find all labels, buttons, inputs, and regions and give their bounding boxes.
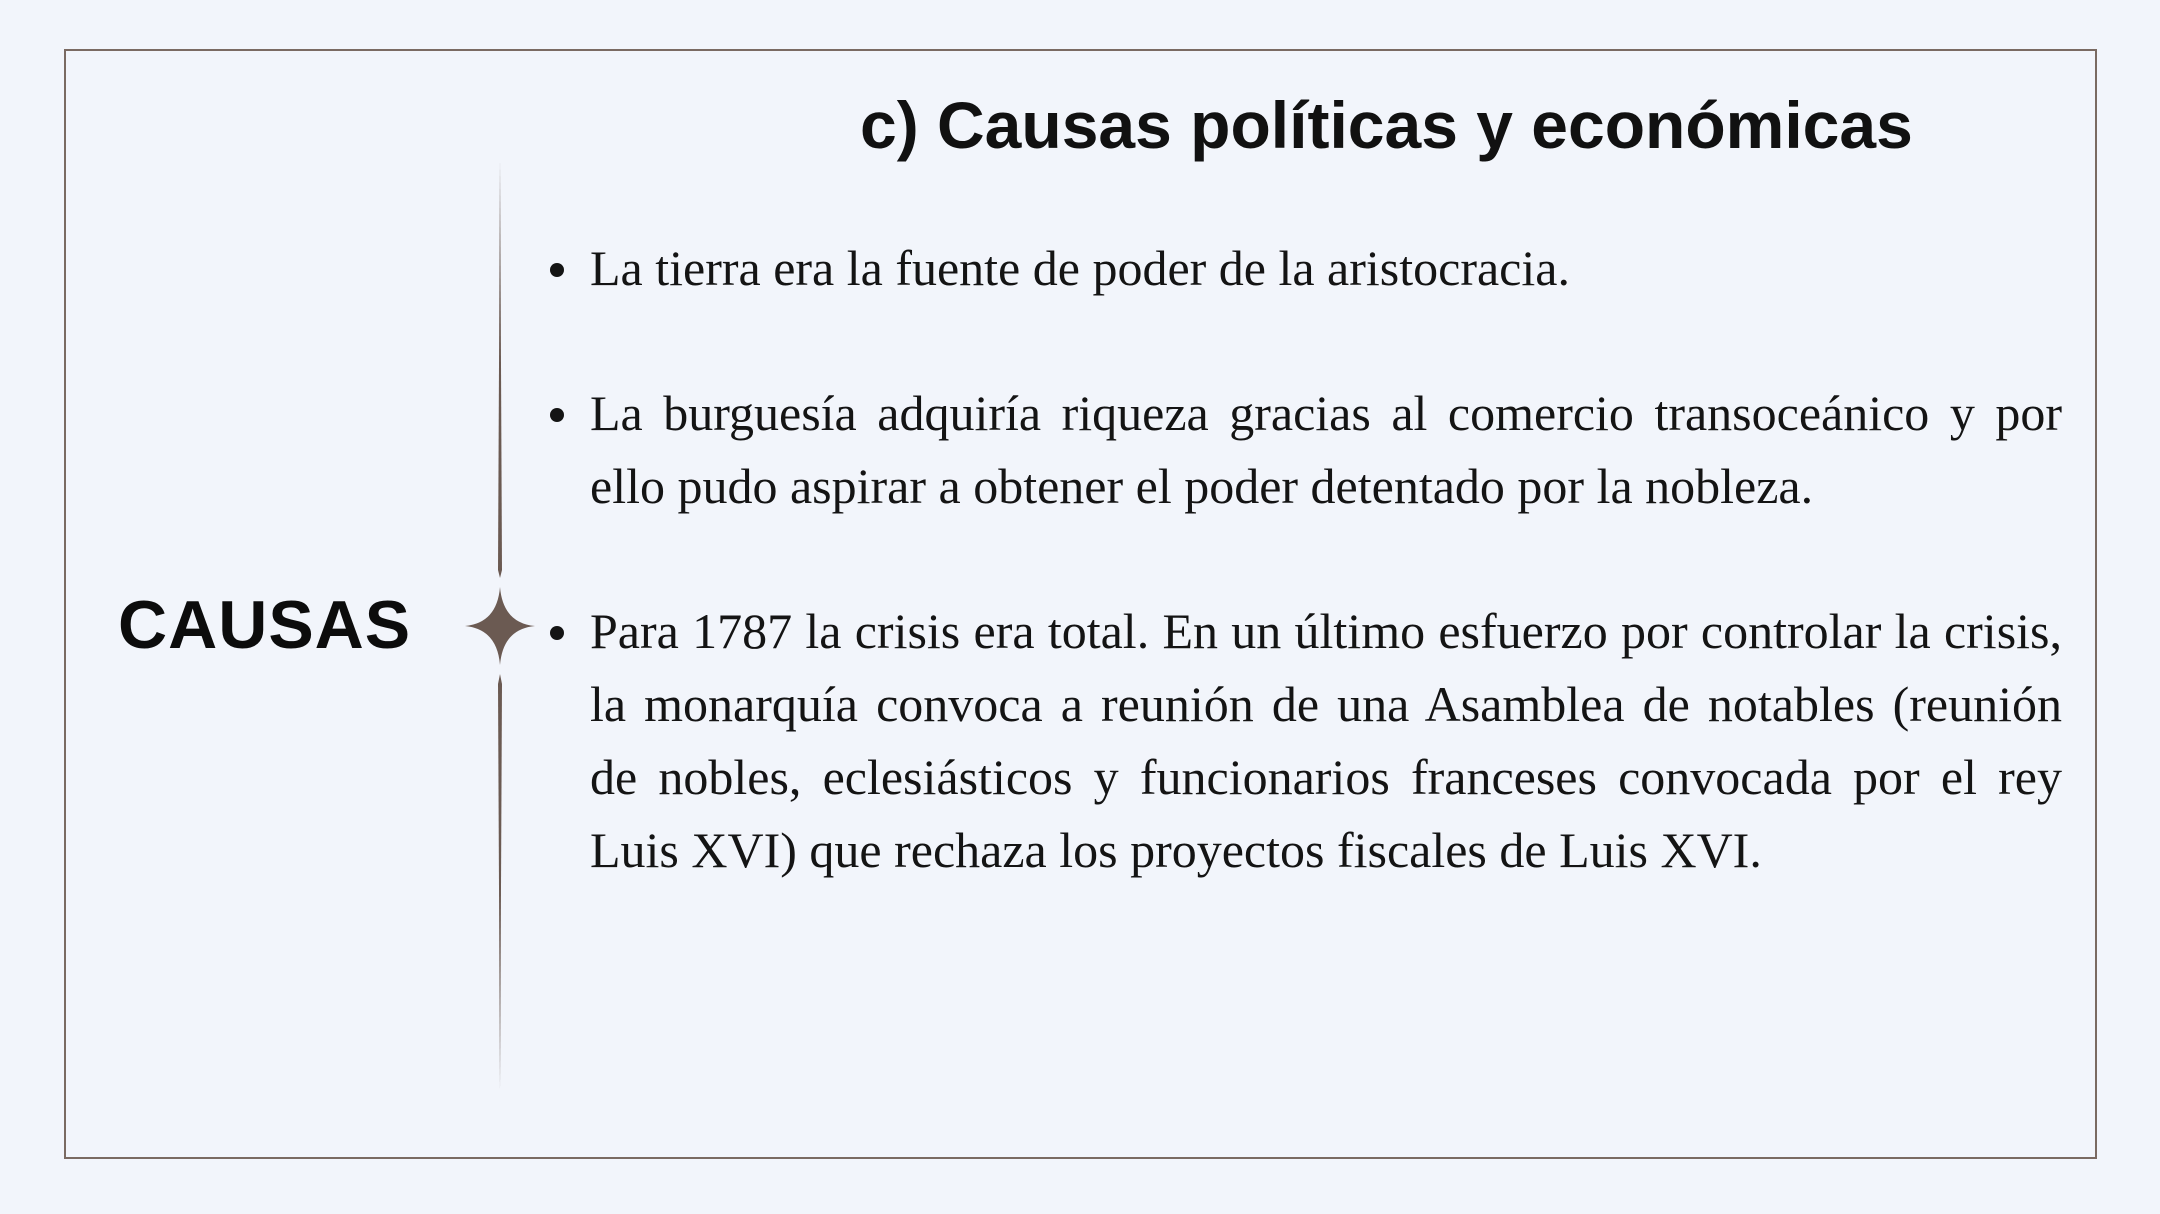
bullet-item-bourgeoisie: La burguesía adquiría riqueza gracias al comercio transoceánico y por ello pudo aspirar a obtener el poder detentado por la nobleza. bbox=[590, 377, 2062, 523]
vertical-divider bbox=[460, 150, 540, 1090]
divider-line-top bbox=[498, 160, 502, 578]
divider-line-bottom bbox=[498, 674, 502, 1090]
slide-title: c) Causas políticas y económicas bbox=[860, 88, 1913, 162]
bullet-list bbox=[590, 232, 2062, 887]
four-point-star-icon bbox=[465, 587, 535, 665]
side-label: CAUSAS bbox=[118, 587, 412, 663]
bullet-item-crisis-1787: Para 1787 la crisis era total. En un último esfuerzo por controlar la crisis, la monarquía convoca a reunión de una Asamblea de notables (reunión de nobles, eclesiásticos y funcionarios franceses convocada por el rey Luis XVI) que rechaza los proyectos fiscales de Luis XVI. bbox=[590, 595, 2062, 887]
bullet-item-land: La tierra era la fuente de poder de la aristocracia. bbox=[590, 232, 2062, 305]
